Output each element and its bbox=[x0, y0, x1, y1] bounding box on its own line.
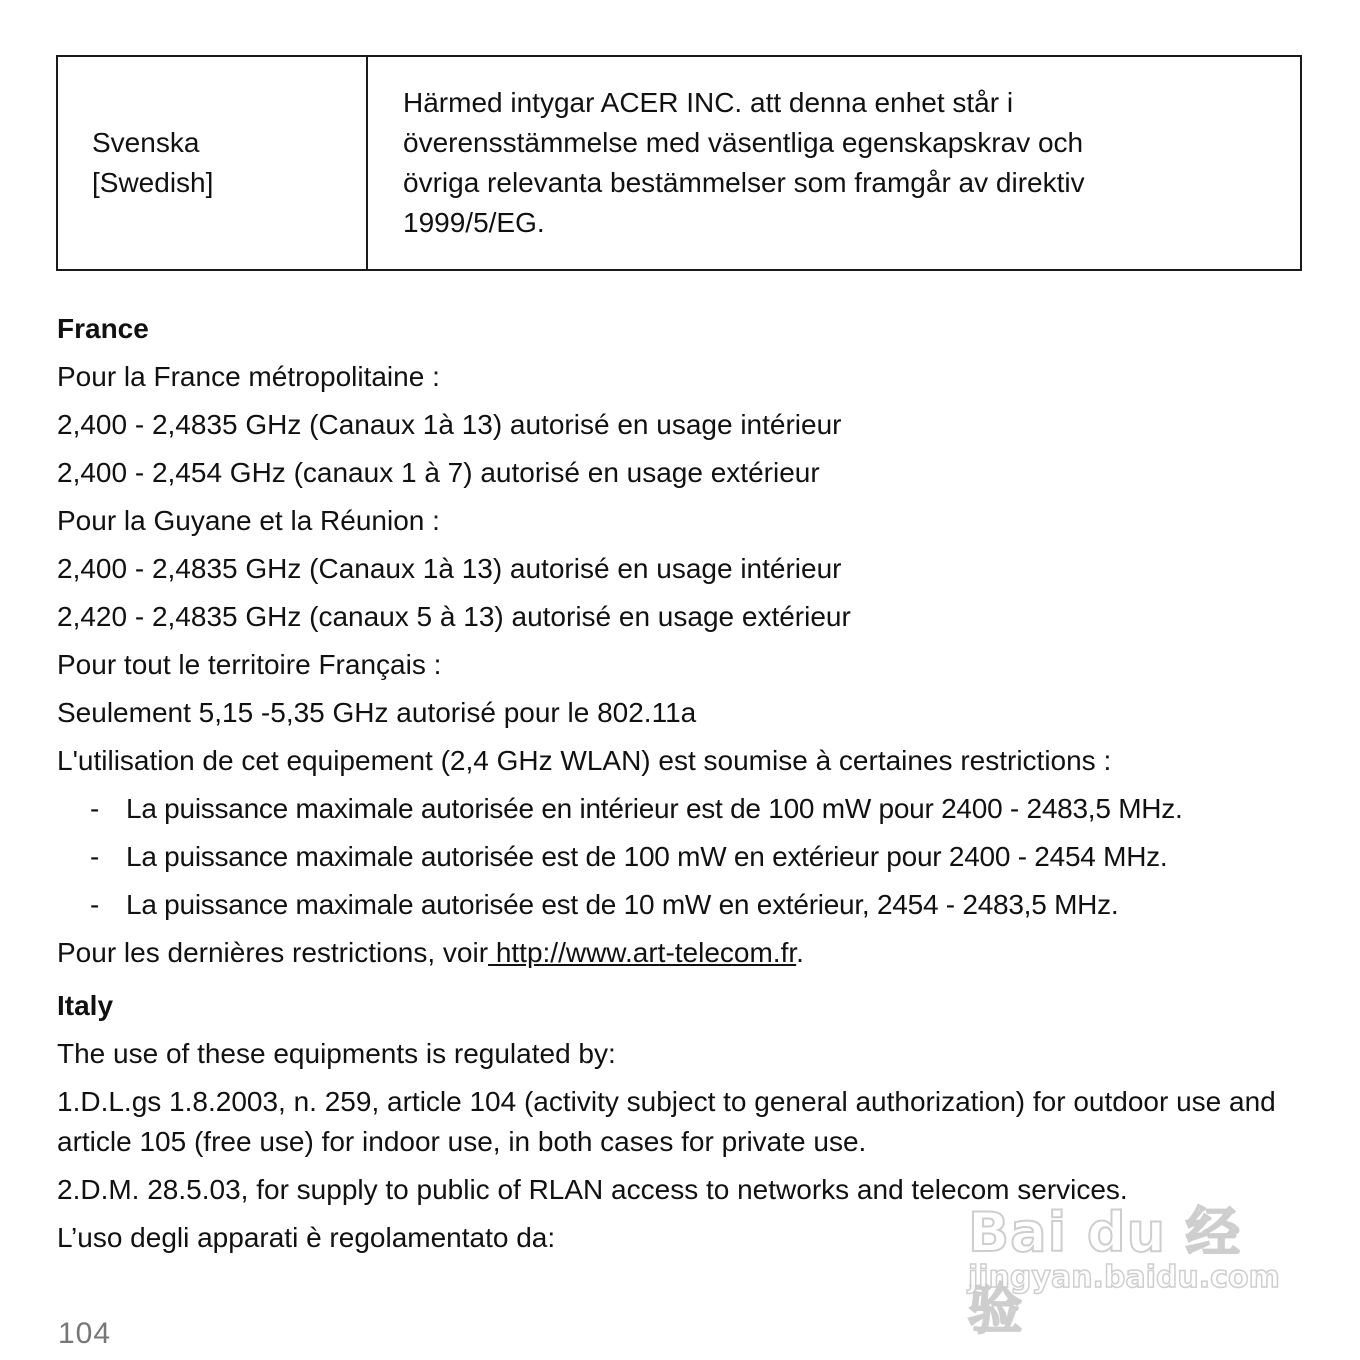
france-line: 2,400 - 2,454 GHz (canaux 1 à 7) autorisé en usage extérieur bbox=[57, 457, 820, 488]
declaration-language: Svenska bbox=[92, 127, 200, 158]
italy-item-1: 1.D.L.gs 1.8.2003, n. 259, article 104 (activity subject to general authorization) for outdoor use and article 105 (free use) for indoor use, in both cases for private use. bbox=[57, 1086, 1276, 1157]
italy-italian-intro: L’uso degli apparati è regolamentato da: bbox=[57, 1222, 556, 1253]
france-line: 2,400 - 2,4835 GHz (Canaux 1à 13) autorisé en usage intérieur bbox=[57, 409, 842, 440]
declaration-table bbox=[56, 55, 1302, 271]
watermark-brand: Bai du 经验 bbox=[968, 1201, 1241, 1341]
restrictions-prefix: Pour les dernières restrictions, voir bbox=[57, 937, 489, 968]
france-line: Pour la Guyane et la Réunion : bbox=[57, 505, 440, 536]
watermark-url: jingyan.baidu.com bbox=[968, 1260, 1280, 1295]
italy-item-2: 2.D.M. 28.5.03, for supply to public of RLAN access to networks and telecom services. bbox=[57, 1174, 1128, 1205]
bullet-item: La puissance maximale autorisée est de 10 mW en extérieur, 2454 - 2483,5 MHz. bbox=[126, 889, 1119, 920]
bullet-marker: - bbox=[90, 889, 100, 920]
france-line: 2,420 - 2,4835 GHz (canaux 5 à 13) autorisé en usage extérieur bbox=[57, 601, 851, 632]
italy-intro: The use of these equipments is regulated by: bbox=[57, 1038, 616, 1069]
restrictions-line bbox=[57, 933, 1317, 973]
declaration-text: Härmed intygar ACER INC. att denna enhet står i överensstämmelse med väsentliga egenskapskrav och övriga relevanta bestämmelser som framgår av direktiv 1999/5/EG. bbox=[403, 87, 1085, 238]
france-line: Pour tout le territoire Français : bbox=[57, 649, 442, 680]
france-line: Seulement 5,15 -5,35 GHz autorisé pour le 802.11a bbox=[57, 697, 697, 728]
declaration-language-english: [Swedish] bbox=[92, 167, 214, 198]
france-line: Pour la France métropolitaine : bbox=[57, 361, 440, 392]
france-line: L'utilisation de cet equipement (2,4 GHz WLAN) est soumise à certaines restrictions : bbox=[57, 745, 1112, 776]
france-line: 2,400 - 2,4835 GHz (Canaux 1à 13) autorisé en usage intérieur bbox=[57, 553, 842, 584]
page-number: 104 bbox=[58, 1317, 112, 1350]
declaration-language-cell bbox=[58, 57, 368, 269]
france-heading: France bbox=[57, 313, 149, 344]
bullet-marker: - bbox=[90, 793, 100, 824]
bullet-item: La puissance maximale autorisée en intérieur est de 100 mW pour 2400 - 2483,5 MHz. bbox=[126, 793, 1183, 824]
declaration-text-cell bbox=[368, 57, 1300, 269]
bullet-marker: - bbox=[90, 841, 100, 872]
bullet-item: La puissance maximale autorisée est de 100 mW en extérieur pour 2400 - 2454 MHz. bbox=[126, 841, 1168, 872]
art-telecom-link[interactable]: http://www.art-telecom.fr bbox=[488, 937, 797, 968]
italy-heading: Italy bbox=[57, 990, 114, 1021]
baidu-watermark bbox=[968, 1190, 1288, 1341]
restrictions-suffix: . bbox=[796, 937, 804, 968]
